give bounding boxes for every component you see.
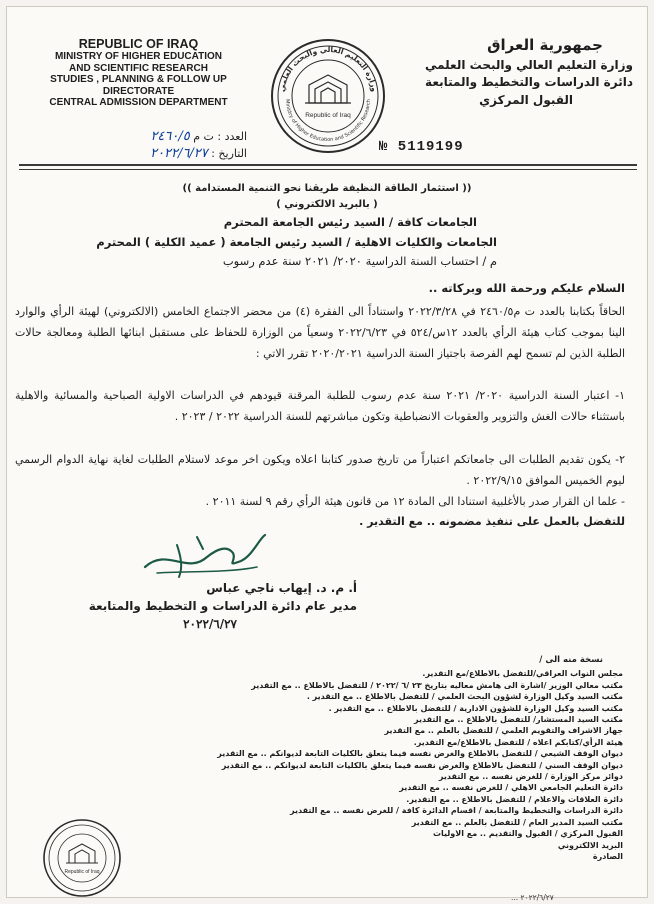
footer-seal-icon: [41, 817, 123, 899]
cc-item: ديوان الوقف الشيعي / للتفضل بالاطلاع والغرض نفسه فيما يتعلق بالكليات التابعة لديوانكم .. مع التقدير: [217, 749, 623, 759]
cc-item: دائرة العلاقات والاعلام / للتفضل بالاطلاع .. مع التقدير.: [406, 794, 623, 804]
addressee-2: الجامعات والكليات الاهلية / السيد رئيس الجامعة ( عميد الكلية ) المحترم: [96, 235, 497, 249]
ref-date-value: ٢٠٢٢/٦/٢٧: [150, 145, 208, 161]
letterhead-en-line-5: CENTRAL ADMISSION DEPARTMENT: [49, 97, 228, 109]
signatory-block: [77, 579, 357, 633]
cc-item: القبول المركزي / القبول والتقديم .. مع الاوليات: [432, 829, 623, 839]
letterhead-en-line-4: STUDIES , PLANNING & FOLLOW UP DIRECTORATE: [50, 74, 227, 97]
signatory-name: أ. م. د. إيهاب ناجي عباس: [206, 581, 357, 595]
ref-number-row: [77, 129, 247, 146]
handwritten-signature-icon: [137, 527, 277, 582]
addressee-1: الجامعات كافة / السيد رئيس الجامعة المحترم: [223, 215, 477, 229]
delivery-method: ( بالبريد الالكتروني ): [276, 199, 378, 210]
letterhead-ar-line-3: دائرة الدراسات والتخطيط والمتابعة: [425, 75, 633, 90]
ref-number-value: ٢٤٦٠/٥: [150, 129, 190, 144]
ref-number-label: العدد : ت م: [193, 130, 247, 143]
closing-line: للتفضل بالعمل على تنفيذ مضمونه .. مع التقدير .: [359, 515, 625, 528]
seal-emblem-icon: [305, 75, 351, 103]
cc-item: ديوان الوقف السني / للتفضل بالاطلاع والغرض نفسه فيما يتعلق بالكليات التابعة لديوانكم .. مع التقدير: [221, 760, 623, 770]
arabic-letterhead: [403, 35, 633, 109]
letterhead-en-line-2: MINISTRY OF HIGHER EDUCATION: [54, 51, 223, 63]
cc-item: مكتب السيد وكيل الوزارة للشؤون الادارية / للتفضل بالاطلاع .. مع التقدير .: [328, 703, 623, 713]
cc-item: دوائر مركز الوزارة / للغرض نفسه .. مع التقدير: [438, 772, 623, 782]
cc-item: مكتب السيد وكيل الوزارة لشؤون البحث العلمي / للتفضل بالاطلاع .. مع التقدير .: [306, 692, 623, 702]
letterhead-en-line-3: AND SCIENTIFIC RESEARCH: [69, 62, 208, 74]
signatory-date: ٢٠٢٢/٦/٢٧: [183, 617, 237, 631]
legal-note: - علما ان القرار صدر بالأغلبية استنادا الى المادة ١٢ من قانون هيئة الرأي رقم ٩ لسنة ٢٠١١ .: [205, 495, 625, 508]
seal-center-text: Republic of Iraq: [305, 112, 351, 119]
header-divider-thin: [19, 169, 637, 170]
cc-item: جهاز الاشراف والتقويم العلمي / للتفضل بالعلم .. مع التقدير: [384, 726, 623, 736]
signatory-title: مدير عام دائرة الدراسات و التخطيط والمتابعة: [88, 599, 357, 613]
reference-box: [77, 129, 247, 163]
decision-item-2: ٢- يكون تقديم الطلبات الى جامعاتكم اعتباراً من تاريخ صدور كتابنا اعلاه ويكون اخر موعد لاستلام الطلبات لغاية نهاية الدوام الرسمي ليوم الخميس الموافق ٢٠٢٢/٩/١٥ .: [15, 453, 625, 487]
cc-item: دائرة الدراسات والتخطيط والمتابعة / اقسام الدائرة كافة / للغرض نفسه .. مع التقدير: [289, 806, 623, 816]
footer-seal-text: Republic of Iraq: [64, 869, 100, 875]
ref-date-label: التاريخ :: [211, 146, 247, 160]
subject-line: م / احتساب السنة الدراسية ٢٠٢٠/ ٢٠٢١ سنة عدم رسوب: [222, 254, 497, 268]
copies-list: [203, 655, 623, 862]
ref-date-row: [77, 146, 247, 163]
bottom-reference: ٢٠٢٢/٦/٢٧ ...: [511, 893, 554, 902]
cc-item: الصادرة: [592, 851, 623, 861]
paragraph-1: الحاقاً بكتابنا بالعدد ت م٢٤٦٠/٥ في ٢٠٢٢/٣/٢٨ واستناداً الى الفقرة (٤) من محضر الاجتماع الخامس (الالكتروني) لهيئة الرأي والوارد الينا بموجب كتاب هيئة الرأي بالعدد ١٢س/٥٢٤ في ٢٠٢٢/٦/٢٣ وسعياً من الوزارة للحفاظ على مستقبل ابنائها الطلبة ومعالجة حالات الطلبة الذين لم تسمح لهم الفرصة باجتياز السنة الدراسية ٢٠٢٠/٢٠٢١ تقرر الاتي :: [15, 305, 626, 360]
english-letterhead: [21, 37, 256, 109]
cc-item: دائرة التعليم الجامعي الاهلي / للغرض نفسه .. مع التقدير: [399, 783, 623, 793]
cc-item: البريد الالكتروني: [557, 840, 623, 850]
letterhead-en-line-1: REPUBLIC OF IRAQ: [78, 37, 199, 51]
document-serial-number: № 5119199: [379, 139, 464, 155]
letterhead-ar-line-1: جمهورية العراق: [487, 36, 603, 54]
svg-text:Ministry of Higher Education a: [284, 99, 372, 143]
document-page: [6, 6, 648, 902]
letterhead-ar-line-2: وزارة التعليم العالي والبحث العلمي: [424, 57, 633, 72]
ministry-seal-icon: [269, 37, 387, 155]
cc-item: مكتب السيد المدير العام / للتفضل بالعلم .. مع التقدير: [411, 817, 623, 827]
cc-item: مجلس النواب العراقي/للتفضل بالاطلاع/مع التقدير.: [422, 669, 623, 679]
header-divider: [19, 164, 637, 166]
slogan: (( استثمار الطاقة النظيفة طريقنا نحو التنمية المستدامة )): [182, 183, 472, 194]
letterhead-ar-line-4: القبول المركزي: [479, 92, 573, 107]
cc-item: مكتب معالي الوزير /اشارة الى هامش معاليه بتاريخ ٢٣ /٦ /٢٠٢٢ / للتفضل بالاطلاع .. مع التقدير: [251, 680, 623, 690]
cc-item: مكتب السيد المستشار/ للتفضل بالاطلاع .. مع التقدير: [413, 715, 623, 725]
cc-item: هيئة الرأي/كتابكم اعلاه / للتفضل بالاطلاع/مع التقدير.: [413, 737, 623, 747]
decision-item-1: ١- اعتبار السنة الدراسية ٢٠٢٠/ ٢٠٢١ سنة عدم رسوب للطلبة المرقنة قيودهم في الدراسات الاولية الصباحية والمسائية والاهلية باستثناء حالات الغش والتزوير والعقوبات الانضباطية وتكون مباشرتهم للسنة الدراسية ٢٠٢٢ / ٢٠٢٣ .: [15, 389, 625, 423]
greeting: السلام عليكم ورحمة الله وبركاته ..: [428, 281, 625, 295]
copies-heading: نسخة منه الى /: [539, 655, 603, 665]
seal-ring-text-en: Ministry of Higher Education and Scientific Research: [283, 99, 373, 144]
seal-ring-text: وزارة التعليم العالي والبحث العلمي: [277, 44, 379, 93]
